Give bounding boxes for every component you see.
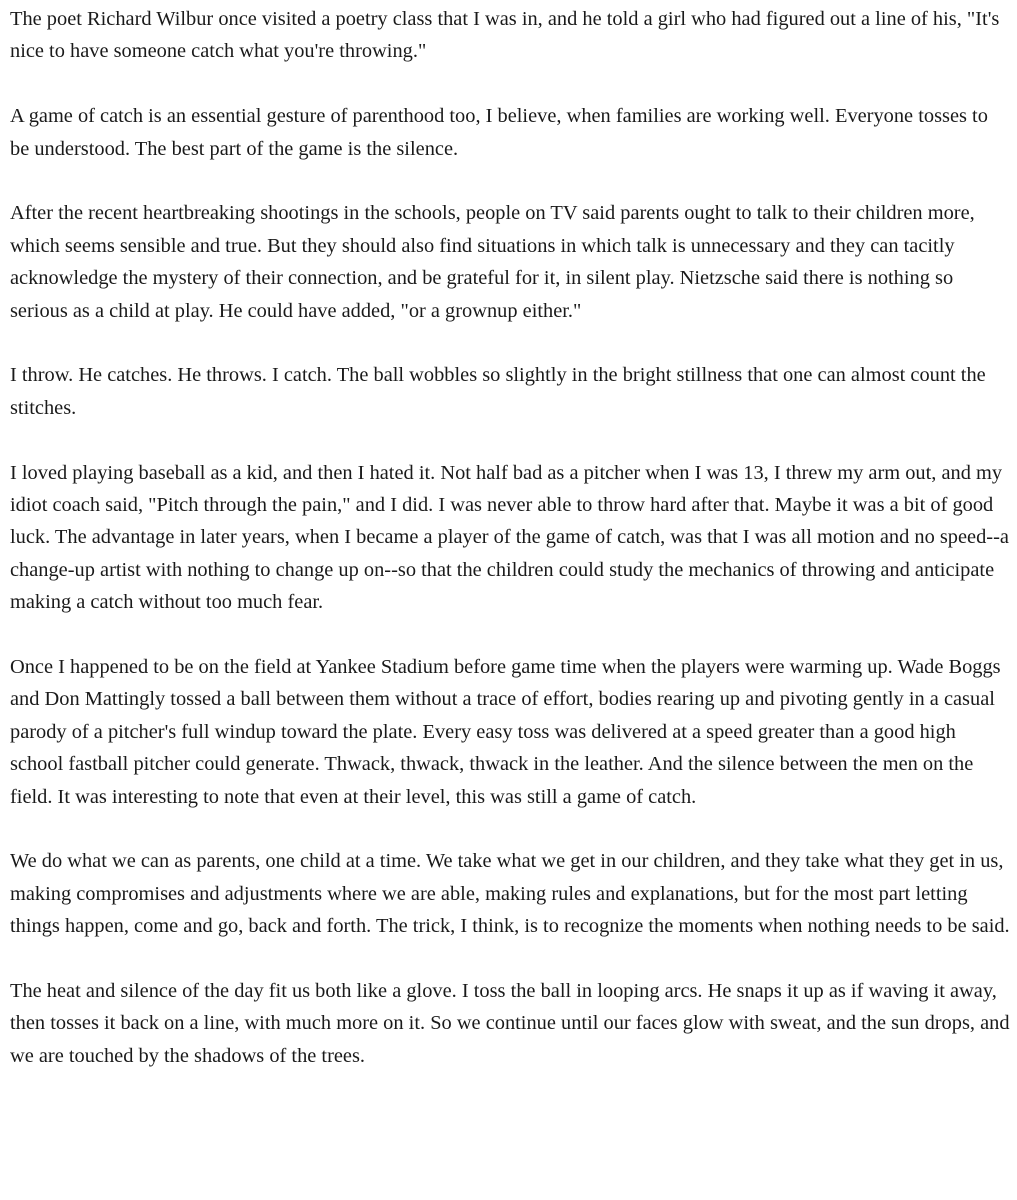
paragraph-throw-catch: I throw. He catches. He throws. I catch. The ball wobbles so slightly in the bright stillness that one can almost count the stitches. [10,364,986,419]
paragraph-shootings: After the recent heartbreaking shootings in the schools, people on TV said parents ought to talk to their children more, which seems sensible and true. But they should also find situations in which talk is unnecessary and they can tacitly acknowledge the mystery of their connection, and be grateful for it, in silent play. Nietzsche said there is nothing so serious as a child at play. He could have added, "or a grownup either." [10,202,975,322]
article-body [10,3,1010,1072]
paragraph-wilbur: The poet Richard Wilbur once visited a poetry class that I was in, and he told a girl who had figured out a line of his, "It's nice to have someone catch what you're throwing." [10,8,1000,63]
paragraph-parents: We do what we can as parents, one child at a time. We take what we get in our children, and they take what they get in us, making compromises and adjustments where we are able, making rules and explanations, but for the most part letting things happen, come and go, back and forth. The trick, I think, is to recognize the moments when nothing needs to be said. [10,850,1010,938]
paragraph-heat-silence: The heat and silence of the day fit us both like a glove. I toss the ball in looping arcs. He snaps it up as if waving it away, then tosses it back on a line, with much more on it. So we continue until our faces glow with sweat, and the sun drops, and we are touched by the shadows of the trees. [10,980,1010,1067]
paragraph-yankee-stadium: Once I happened to be on the field at Yankee Stadium before game time when the players were warming up. Wade Boggs and Don Mattingly tossed a ball between them without a trace of effort, bodies rearing up and pivoting gently in a casual parody of a pitcher's full windup toward the plate. Every easy toss was delivered at a speed greater than a good high school fastball pitcher could generate. Thwack, thwack, thwack in the leather. And the silence between the men on the field. It was interesting to note that even at their level, this was still a game of catch. [10,656,1001,808]
paragraph-baseball-kid: I loved playing baseball as a kid, and then I hated it. Not half bad as a pitcher when I was 13, I threw my arm out, and my idiot coach said, "Pitch through the pain," and I did. I was never able to throw hard after that. Maybe it was a bit of good luck. The advantage in later years, when I became a player of the game of catch, was that I was all motion and no speed--a change-up artist with nothing to change up on--so that the children could study the mechanics of throwing and anticipate making a catch without too much fear. [10,461,1009,614]
paragraph-game-of-catch: A game of catch is an essential gesture of parenthood too, I believe, when families are working well. Everyone tosses to be understood. The best part of the game is the silence. [10,105,988,160]
